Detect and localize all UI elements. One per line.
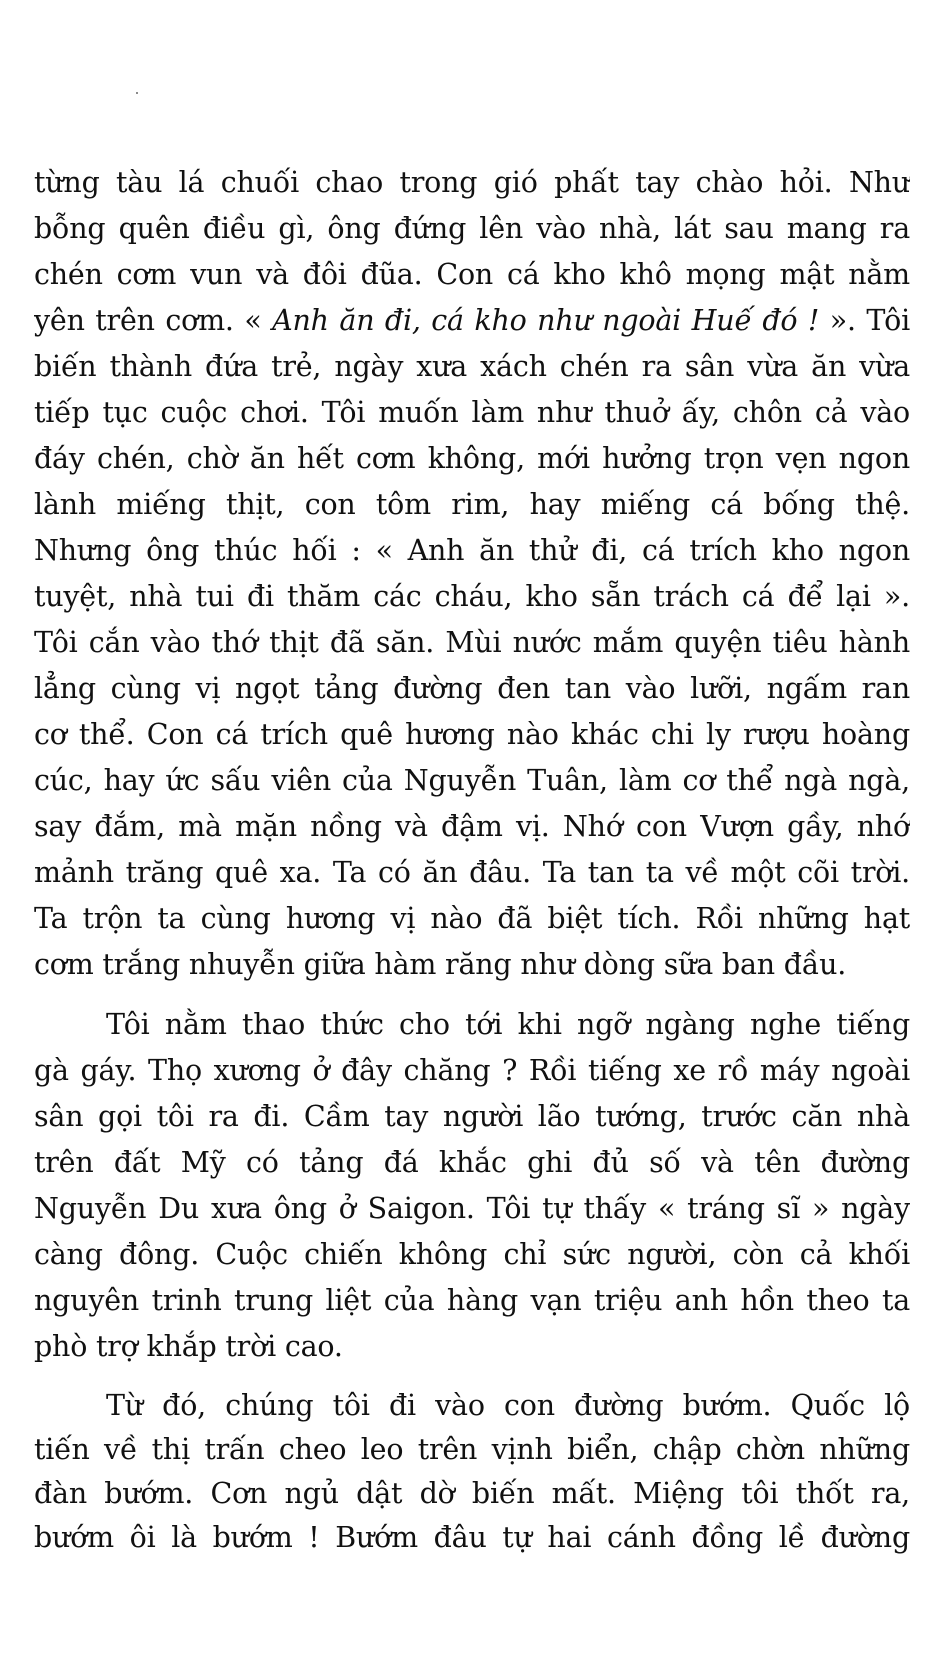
text-line: biến thành đứa trẻ, ngày xưa xách chén ra sân vừa ăn vừa bbox=[34, 350, 910, 383]
quoted-speech: Anh ăn đi, cá kho như ngoài Huế đó ! bbox=[272, 304, 820, 337]
text-line: lẳng cùng vị ngọt tảng đường đen tan vào lưỡi, ngấm ran bbox=[34, 672, 910, 705]
paper-speck bbox=[136, 92, 138, 94]
text-line: tiếp tục cuộc chơi. Tôi muốn làm như thuở ấy, chôn cả vào bbox=[34, 396, 910, 429]
paragraph-2 bbox=[34, 1002, 910, 1370]
text-line: Từ đó, chúng tôi đi vào con đường bướm. Quốc lộ bbox=[106, 1389, 910, 1422]
text-line: nguyên trinh trung liệt của hàng vạn triệu anh hồn theo ta bbox=[34, 1284, 910, 1317]
text-line: Nhưng ông thúc hối : « Anh ăn thử đi, cá trích kho ngon bbox=[34, 534, 910, 567]
paragraph-gap bbox=[34, 1370, 910, 1384]
text-line: mảnh trăng quê xa. Ta có ăn đâu. Ta tan ta về một cõi trời. bbox=[34, 856, 910, 889]
text-line: lành miếng thịt, con tôm rim, hay miếng cá bống thệ. bbox=[34, 488, 910, 521]
text-line: bướm ôi là bướm ! Bướm đâu tự hai cánh đồng lề đường bbox=[34, 1521, 910, 1554]
text-line: Tôi cắn vào thớ thịt đã săn. Mùi nước mắm quyện tiêu hành bbox=[34, 626, 910, 659]
text-line: say đắm, mà mặn nồng và đậm vị. Nhớ con Vượn gầy, nhớ bbox=[34, 810, 910, 843]
text-line: phò trợ khắp trời cao. bbox=[34, 1330, 343, 1363]
text-line: gà gáy. Thọ xương ở đây chăng ? Rồi tiếng xe rồ máy ngoài bbox=[34, 1054, 910, 1087]
paragraph-1 bbox=[34, 160, 910, 988]
text-line: bỗng quên điều gì, ông đứng lên vào nhà, lát sau mang ra bbox=[34, 212, 910, 245]
paragraph-3 bbox=[34, 1384, 910, 1560]
text-line: cơ thể. Con cá trích quê hương nào khác chi ly rượu hoàng bbox=[34, 718, 910, 751]
text-line: càng đông. Cuộc chiến không chỉ sức người, còn cả khối bbox=[34, 1238, 910, 1271]
text-line: từng tàu lá chuối chao trong gió phất tay chào hỏi. Như bbox=[34, 166, 910, 199]
text-line: tiến về thị trấn cheo leo trên vịnh biển, chập chờn những bbox=[34, 1433, 910, 1466]
text-line: trên đất Mỹ có tảng đá khắc ghi đủ số và tên đường bbox=[34, 1146, 910, 1179]
text-line: Nguyễn Du xưa ông ở Saigon. Tôi tự thấy « tráng sĩ » ngày bbox=[34, 1192, 910, 1225]
text-line: tuyệt, nhà tui đi thăm các cháu, kho sẵn trách cá để lại ». bbox=[34, 580, 910, 613]
text-line: Ta trộn ta cùng hương vị nào đã biệt tích. Rồi những hạt bbox=[34, 902, 910, 935]
text-line: Tôi nằm thao thức cho tới khi ngỡ ngàng nghe tiếng bbox=[106, 1008, 910, 1041]
text-line: sân gọi tôi ra đi. Cầm tay người lão tướng, trước căn nhà bbox=[34, 1100, 910, 1133]
page-text bbox=[34, 160, 910, 1560]
text-line-start: yên trên cơm. « bbox=[34, 304, 273, 337]
text-line: đáy chén, chờ ăn hết cơm không, mới hưởng trọn vẹn ngon bbox=[34, 442, 910, 475]
text-line: đàn bướm. Cơn ngủ dật dờ biến mất. Miệng tôi thốt ra, bbox=[34, 1477, 910, 1510]
text-line: cúc, hay ức sấu viên của Nguyễn Tuân, làm cơ thể ngà ngà, bbox=[34, 764, 910, 797]
text-line: cơm trắng nhuyễn giữa hàm răng như dòng sữa ban đầu. bbox=[34, 948, 847, 981]
text-line: chén cơm vun và đôi đũa. Con cá kho khô mọng mật nằm bbox=[34, 258, 910, 291]
text-line-with-quote bbox=[34, 298, 910, 344]
text-line-end: ». Tôi bbox=[819, 304, 910, 337]
paragraph-gap bbox=[34, 988, 910, 1002]
